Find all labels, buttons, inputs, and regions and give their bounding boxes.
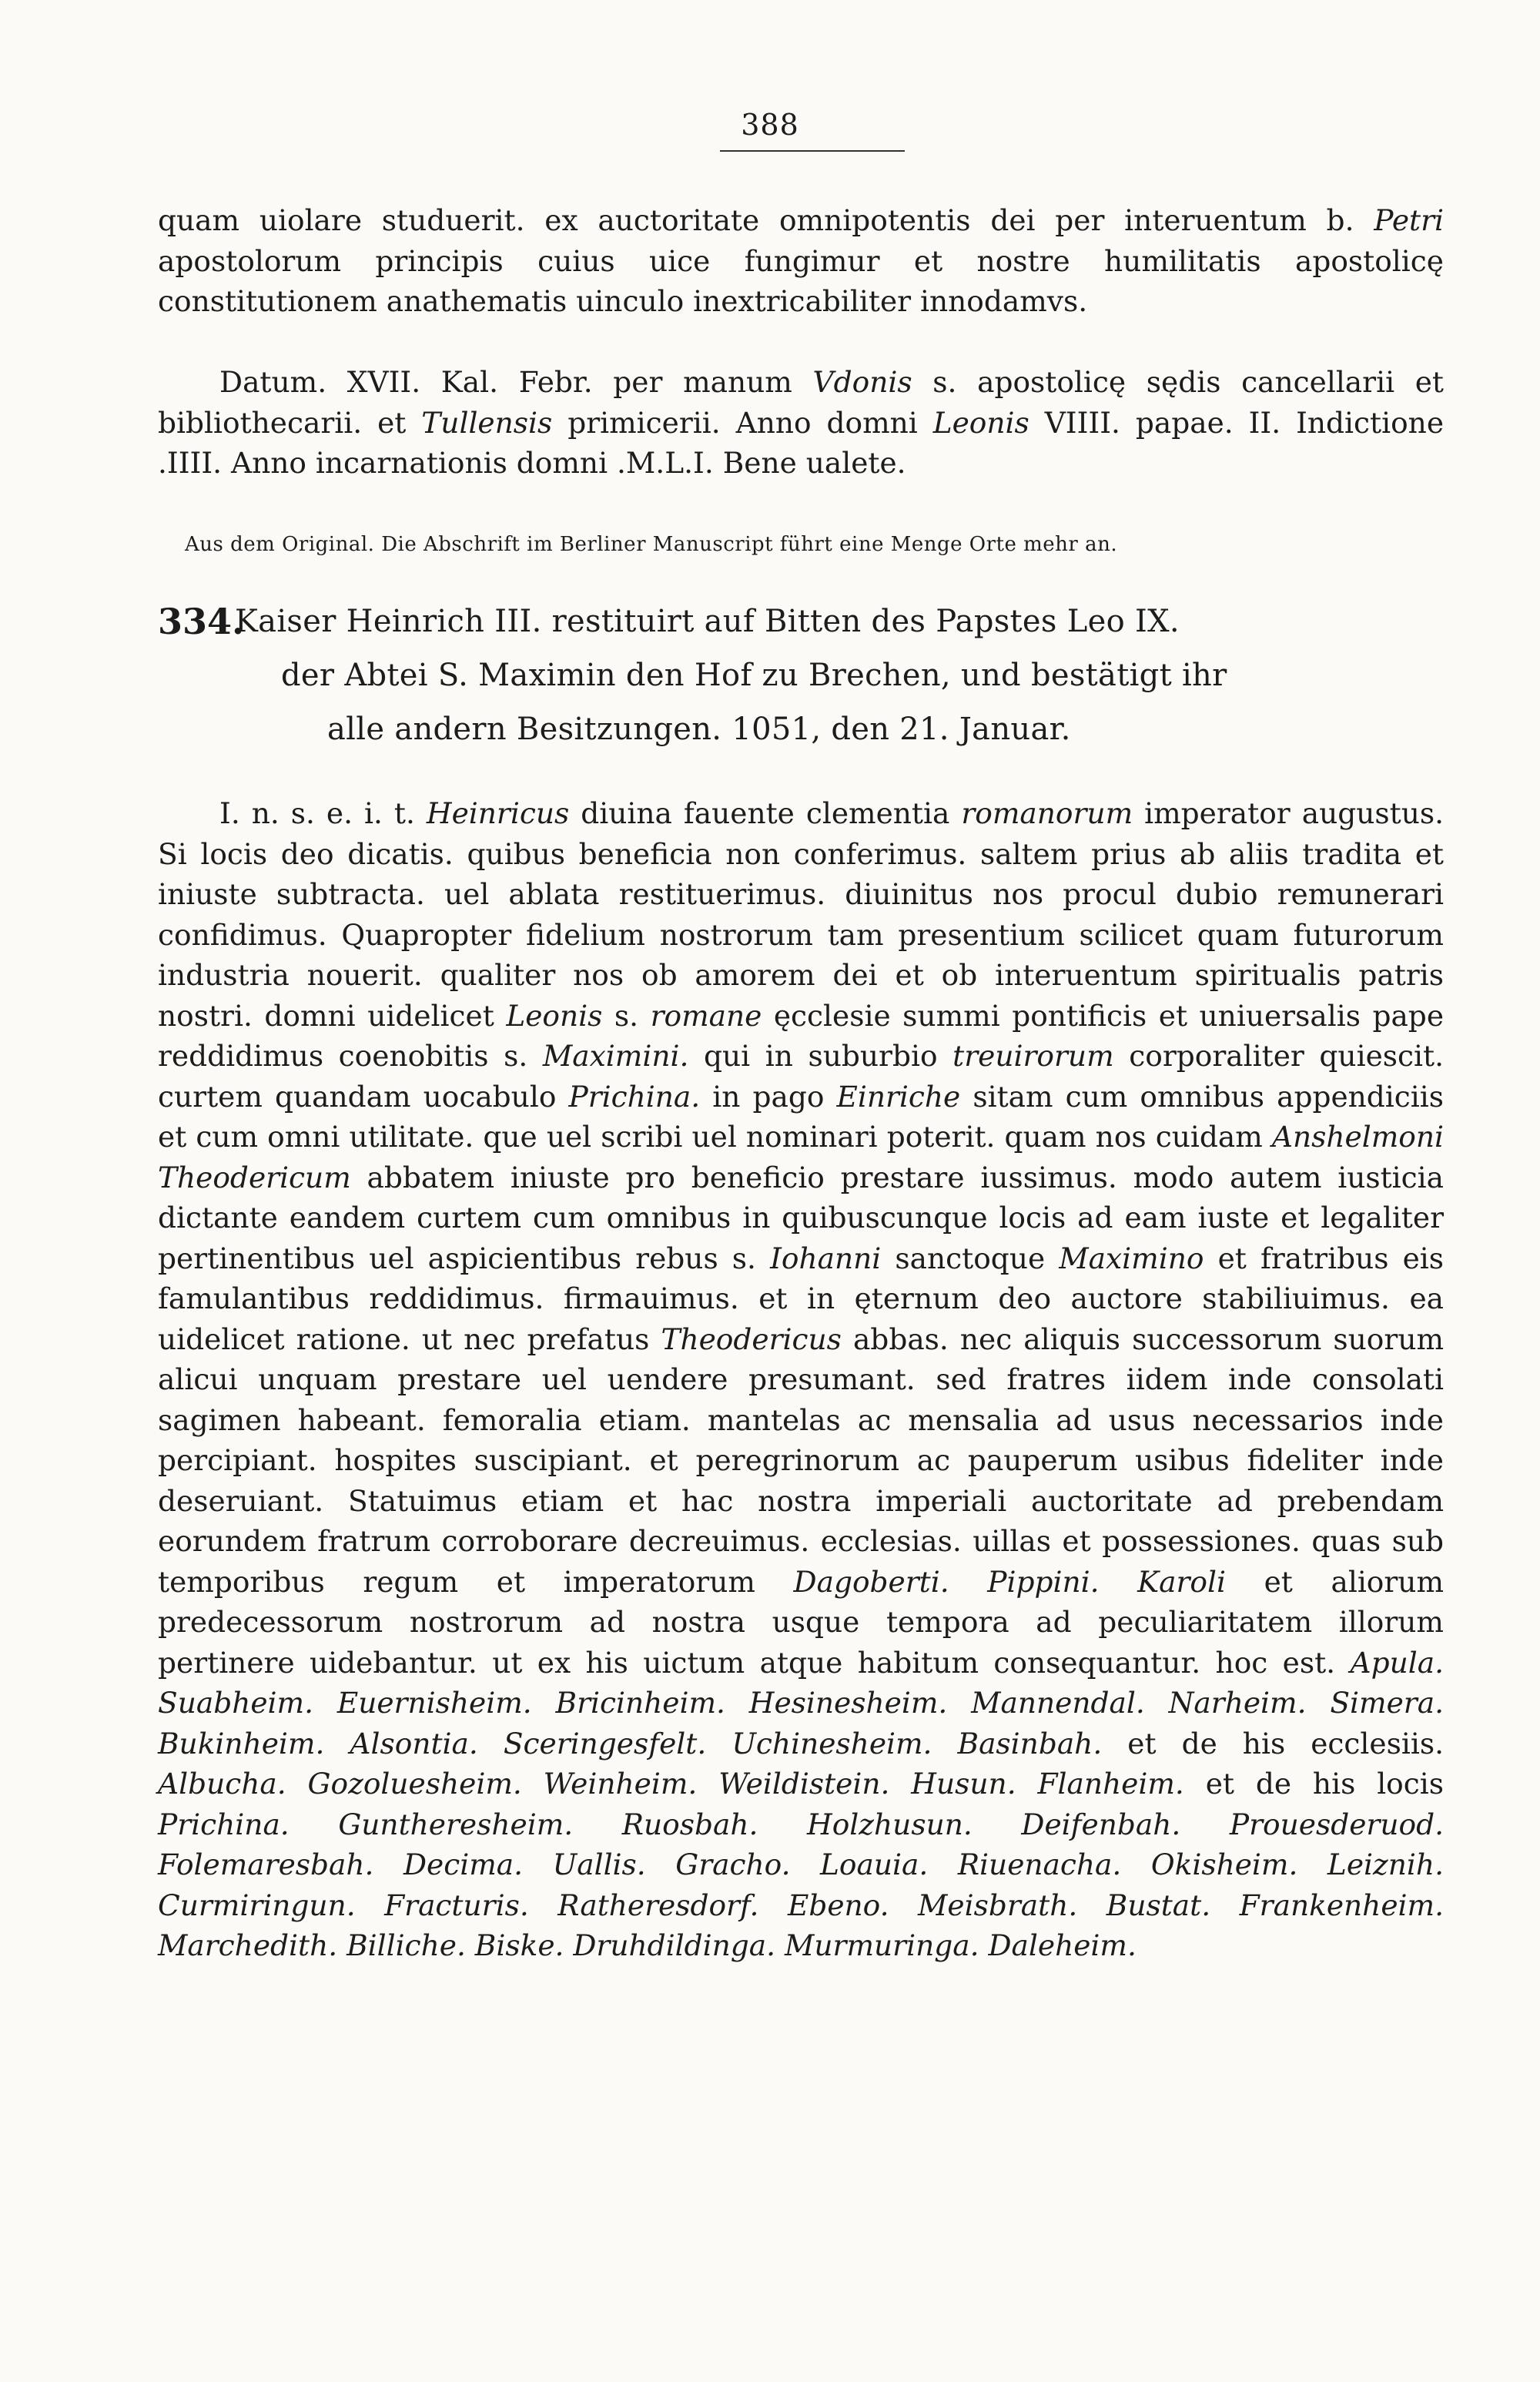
header-rule	[720, 150, 905, 152]
names-anshelmoni-theodericum: Anshelmoni Theodericum	[158, 1120, 1445, 1194]
place-list-1: Apula. Suabheim. Euernisheim. Bricinheim. Hesinesheim. Mannendal. Narheim. Simera. Bukinheim. Alsontia. Sceringesfelt. Uchinesheim. Basinbah.	[158, 1645, 1445, 1761]
name-iohanni: Iohanni	[770, 1241, 882, 1275]
place-list-2: Albucha. Gozoluesheim. Weinheim. Weildistein. Husun. Flanheim.	[158, 1767, 1184, 1801]
name-maximini: Maximini.	[542, 1039, 689, 1073]
heading-line-1: Kaiser Heinrich III. restituirt auf Bitten des Papstes Leo IX.	[235, 604, 1180, 639]
place-prichina: Prichina.	[568, 1079, 701, 1114]
place-treuirorum: treuirorum	[952, 1039, 1114, 1073]
name-leonis-body: Leonis	[506, 998, 603, 1033]
word-romanorum: romanorum	[961, 796, 1133, 830]
name-maximino: Maximino	[1059, 1241, 1204, 1275]
name-theodericus: Theodericus	[661, 1322, 842, 1356]
closing-paragraph	[158, 200, 1444, 322]
page-number: 388	[741, 108, 799, 142]
name-udonis: Vdonis	[812, 365, 912, 399]
name-tullensis: Tullensis	[421, 405, 553, 440]
heading-line-3: alle andern Besitzungen. 1051, den 21. Januar.	[327, 712, 1071, 747]
place-list-3: Guntheresheim. Ruosbah. Holzhusun. Deifenbah. Prouesderuod. Folemaresbah. Decima. Uallis. Gracho. Loauia. Riuenacha. Okisheim. Leiznih. Curmiringun. Fracturis. Ratheresdorf. Ebeno. Meisbrath. Bustat. Frankenheim. Marchedith. Billiche. Biske. Druhdildinga. Murmuringa. Daleheim.	[158, 1807, 1444, 1962]
names-kings: Dagoberti. Pippini. Karoli	[793, 1564, 1226, 1599]
place-einriche: Einriche	[836, 1079, 961, 1114]
dating-clause	[158, 362, 1444, 484]
charter-text: I. n. s. e. i. t. Heinricus diuina fauente clementia romanorum imperator augustus. Si locis deo dicatis. quibus beneficia non conferimus. saltem prius ab aliis tradita et iniuste subtracta. uel ablata restituerimus. diuinitus nos procul dubio remunerari confidimus. Quapropter fidelium nostrorum tam presentium scilicet quam futurorum industria nouerit. qualiter nos ob amorem dei et ob interuentum spiritualis patris nostri. domni uidelicet Leonis s. romane ęcclesie summi pontificis et uniuersalis pape reddidimus coenobitis s. Maximini. qui in suburbio treuirorum corporaliter quiescit. curtem quandam uocabulo Prichina. in pago Einriche sitam cum omnibus appendiciis et cum omni utilitate. que uel scribi uel nominari poterit. quam nos cuidam Anshelmoni Theodericum abbatem iniuste pro beneficio prestare iussimus. modo autem iusticia dictante eandem curtem cum omnibus in quibuscunque locis ad eam iuste et legaliter pertinentibus uel aspicientibus rebus s. Iohanni sanctoque Maximino et fratribus eis famulantibus reddidimus. firmauimus. et in ęternum deo auctore stabiliuimus. ea uidelicet ratione. ut nec prefatus Theodericus abbas. nec aliquis successorum suorum alicui unquam prestare uel uendere presumant. sed fratres iidem inde consolati sagimen habeant. femoralia etiam. mantelas ac mensalia ad usus necessarios inde percipiant. hospites suscipiant. et peregrinorum ac pauperum usibus fideliter inde deseruiant. Statuimus etiam et hac nostra imperiali auctoritate ad prebendam eorundem fratrum corroborare decreuimus. ecclesias. uillas et possessiones. quas sub temporibus regum et imperatorum Dagoberti. Pippini. Karoli et aliorum predecessorum nostrorum ad nostra usque tempora ad peculiaritatem illorum pertinere uidebantur. ut ex his uictum atque habitum consequantur. hoc est. Apula. Suabheim. Euernisheim. Bricinheim. Hesinesheim. Mannendal. Narheim. Simera. Bukinheim. Alsontia. Sceringesfelt. Uchinesheim. Basinbah. et de his ecclesiis. Albucha. Gozoluesheim. Weinheim. Weildistein. Husun. Flanheim. et de his locis Prichina. Guntheresheim. Ruosbah. Holzhusun. Deifenbah. Prouesderuod. Folemaresbah. Decima. Uallis. Gracho. Loauia. Riuenacha. Okisheim. Leiznih. Curmiringun. Fracturis. Ratheresdorf. Ebeno. Meisbrath. Bustat. Frankenheim. Marchedith. Billiche. Biske. Druhdildinga. Murmuringa. Daleheim.	[158, 796, 1445, 1962]
source-note: Aus dem Original. Die Abschrift im Berliner Manuscript führt eine Menge Orte mehr an.	[185, 533, 1118, 556]
name-petri: Petri	[1374, 203, 1445, 237]
document-number: 334.	[158, 601, 245, 642]
name-heinricus: Heinricus	[426, 796, 570, 830]
heading-line-2: der Abtei S. Maximin den Hof zu Brechen, und bestätigt ihr	[281, 658, 1227, 693]
page-header	[0, 108, 1540, 142]
word-romane: romane	[650, 998, 762, 1033]
dating-text: Datum. XVII. Kal. Febr. per manum Vdonis s. apostolicę sędis cancellarii et bibliothecarii. et Tullensis primicerii. Anno domni Leonis VIIII. papae. II. Indictione .IIII. Anno incarnationis domni .M.L.I. Bene ualete.	[158, 365, 1445, 480]
charter-body	[158, 793, 1444, 1966]
name-leonis: Leonis	[932, 405, 1029, 440]
place-prichina-2: Prichina.	[158, 1807, 290, 1841]
closing-text: quam uiolare studuerit. ex auctoritate omnipotentis dei per interuentum b. Petri apostolorum principis cuius uice fungimur et nostre humilitatis apostolicę constitutionem anathematis uinculo inextricabiliter innodamvs.	[158, 203, 1445, 318]
